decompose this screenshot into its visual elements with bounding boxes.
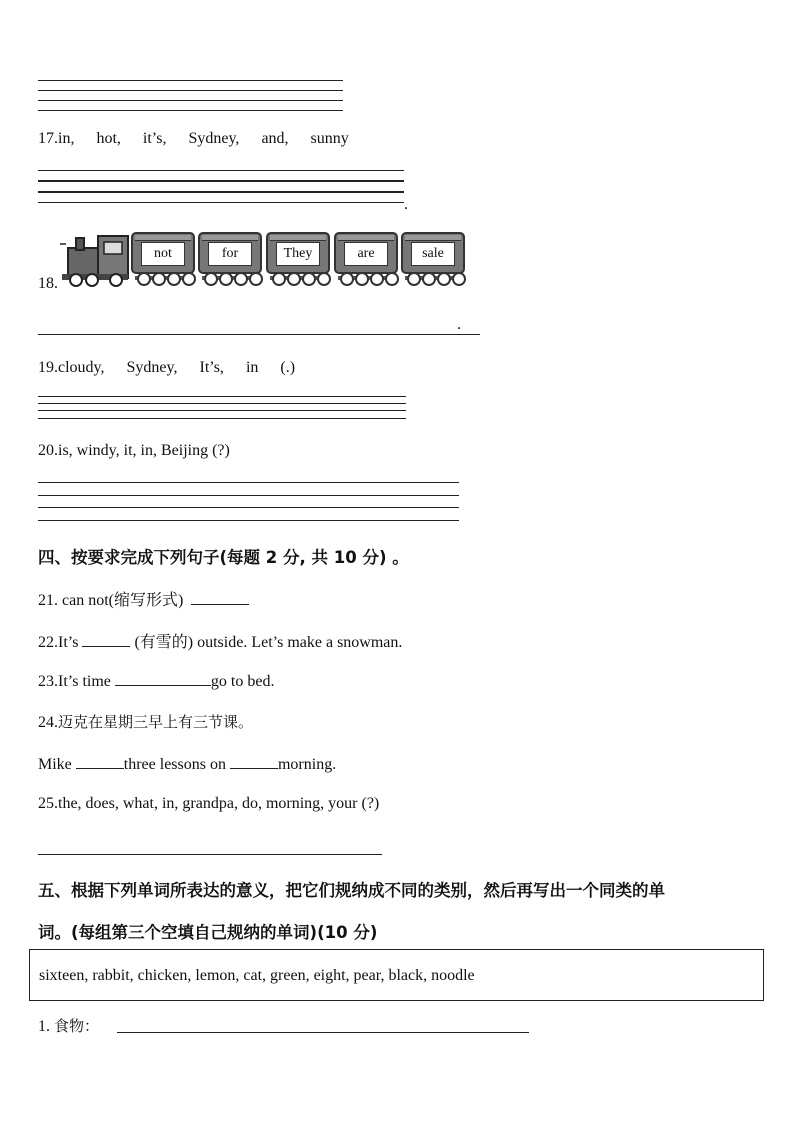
word-list: sixteen, rabbit, chicken, lemon, cat, green, eight, pear, black, noodle bbox=[39, 967, 475, 984]
answer-line[interactable] bbox=[117, 1032, 529, 1033]
section-4-title: 四、按要求完成下列句子(每题 2 分, 共 10 分) 。 bbox=[38, 548, 409, 567]
locomotive-image bbox=[60, 230, 132, 288]
word: (.) bbox=[280, 359, 296, 376]
word-box bbox=[29, 949, 764, 1001]
answer-line[interactable] bbox=[38, 495, 459, 496]
section-5-title-cont: 词。(每组第三个空填自己规纳的单词)(10 分) bbox=[38, 923, 378, 942]
question-24-sentence bbox=[38, 754, 336, 774]
train-car bbox=[401, 232, 465, 274]
train-car bbox=[131, 232, 195, 274]
question-number: 25. bbox=[38, 795, 58, 812]
question-text: morning. bbox=[277, 756, 337, 773]
question-number: 17. bbox=[38, 130, 58, 147]
car-word: for bbox=[208, 242, 252, 266]
question-number: 21 bbox=[38, 592, 54, 609]
period: . bbox=[404, 196, 408, 213]
word: cloudy, bbox=[58, 359, 105, 376]
answer-blank[interactable] bbox=[76, 754, 124, 769]
question-text: It’s bbox=[58, 634, 79, 651]
answer-line[interactable] bbox=[38, 100, 343, 101]
answer-line[interactable] bbox=[38, 202, 404, 203]
section-5-title: 五、根据下列单词所表达的意义，把它们规纳成不同的类别，然后再写出一个同类的单 bbox=[38, 881, 665, 900]
word: in bbox=[245, 359, 259, 376]
answer-line[interactable] bbox=[38, 482, 459, 483]
question-number: 20. bbox=[38, 442, 58, 459]
answer-blank[interactable] bbox=[115, 671, 211, 686]
question-text: (有雪的) outside. Let’s make a snowman. bbox=[134, 634, 403, 651]
question-21 bbox=[38, 587, 249, 610]
question-number: 18. bbox=[38, 275, 58, 292]
answer-line[interactable] bbox=[38, 80, 343, 81]
word: and, bbox=[261, 130, 289, 147]
answer-line[interactable] bbox=[38, 396, 406, 397]
train-car bbox=[266, 232, 330, 274]
car-word: sale bbox=[411, 242, 455, 266]
category-item-1 bbox=[38, 1015, 99, 1036]
train-car bbox=[198, 232, 262, 274]
answer-line[interactable] bbox=[38, 418, 406, 419]
question-text: . can not(缩写形式) bbox=[54, 592, 184, 609]
period: . bbox=[457, 316, 461, 333]
word: sunny bbox=[310, 130, 349, 147]
answer-line[interactable] bbox=[38, 403, 406, 404]
category-label: 食物： bbox=[54, 1017, 100, 1035]
question-text: It’s time bbox=[58, 673, 111, 690]
question-25 bbox=[38, 795, 379, 813]
question-text: the, does, what, in, grandpa, do, morning, your (?) bbox=[58, 795, 380, 812]
train-car bbox=[334, 232, 398, 274]
answer-line[interactable] bbox=[38, 507, 459, 508]
answer-line[interactable] bbox=[38, 90, 343, 91]
word: Sydney, bbox=[126, 359, 178, 376]
answer-line[interactable] bbox=[38, 334, 480, 335]
question-19 bbox=[38, 359, 317, 377]
question-number: 23. bbox=[38, 673, 58, 690]
car-word: are bbox=[344, 242, 388, 266]
question-text: is, windy, it, in, Beijing (?) bbox=[58, 442, 230, 459]
answer-line[interactable] bbox=[38, 191, 404, 193]
question-23 bbox=[38, 671, 274, 691]
answer-line[interactable] bbox=[38, 180, 404, 182]
question-text: three lessons on bbox=[123, 756, 226, 773]
question-text: go to bed. bbox=[210, 673, 275, 690]
word: in, bbox=[58, 130, 75, 147]
question-number: 22. bbox=[38, 634, 58, 651]
answer-line[interactable] bbox=[38, 854, 382, 855]
car-word: They bbox=[276, 242, 320, 266]
word: It’s, bbox=[199, 359, 224, 376]
question-number: 19. bbox=[38, 359, 58, 376]
question-17 bbox=[38, 130, 371, 148]
word: it’s, bbox=[142, 130, 167, 147]
answer-line[interactable] bbox=[38, 410, 406, 411]
answer-line[interactable] bbox=[38, 110, 343, 111]
word: Sydney, bbox=[188, 130, 240, 147]
answer-blank[interactable] bbox=[191, 590, 249, 605]
question-number: 24. bbox=[38, 714, 58, 731]
answer-line[interactable] bbox=[38, 520, 459, 521]
question-text: Mike bbox=[38, 756, 72, 773]
answer-blank[interactable] bbox=[82, 632, 130, 647]
word: hot, bbox=[96, 130, 121, 147]
item-number: 1. bbox=[38, 1018, 50, 1035]
question-20 bbox=[38, 442, 230, 460]
question-22 bbox=[38, 629, 402, 652]
answer-line[interactable] bbox=[38, 170, 404, 171]
car-word: not bbox=[141, 242, 185, 266]
question-24 bbox=[38, 711, 253, 732]
answer-blank[interactable] bbox=[230, 754, 278, 769]
question-text-cn: 迈克在星期三早上有三节课。 bbox=[58, 713, 254, 731]
